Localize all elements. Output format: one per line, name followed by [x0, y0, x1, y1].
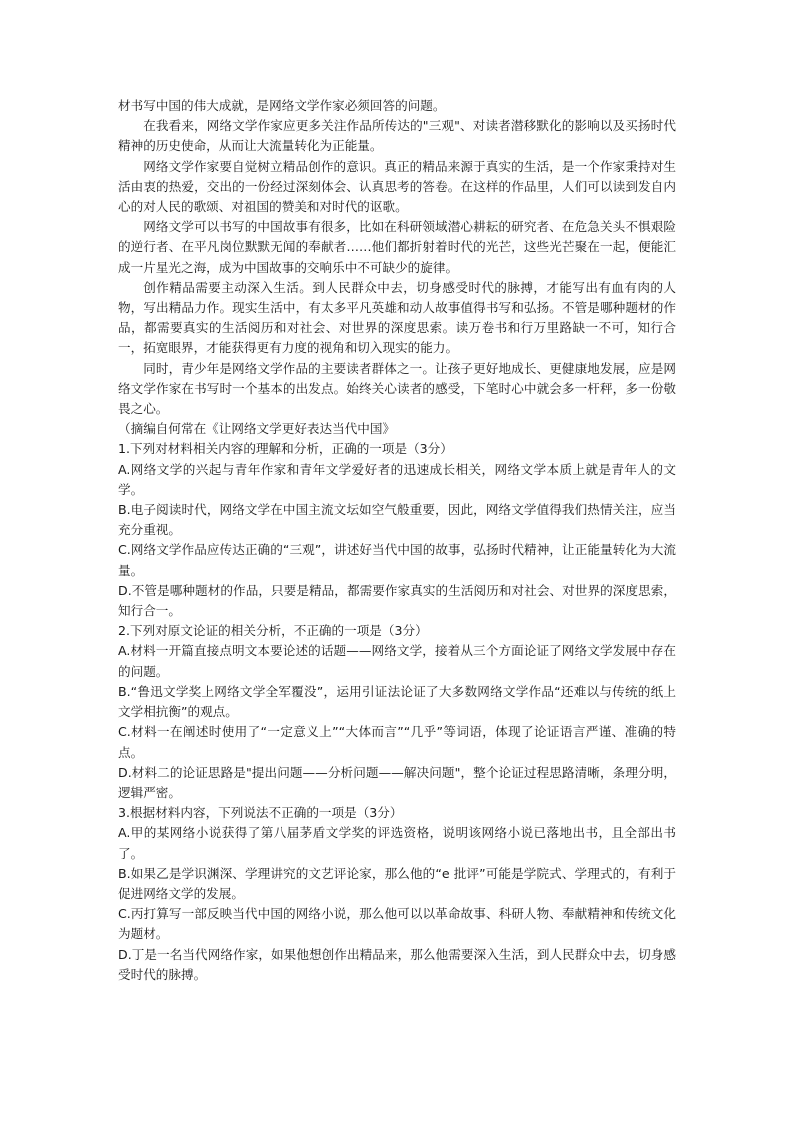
passage-paragraph: 材书写中国的伟大成就，是网络文学作家必须回答的问题。 — [118, 98, 446, 113]
source-citation: （摘编自何常在《让网络文学更好表达当代中国》 — [118, 421, 396, 437]
question-option: D.材料二的论证思路是"提出问题——分析问题——解决问题"，整个论证过程思路清晰，条理分明，逻辑严密。 — [118, 764, 676, 800]
question-option: D.丁是一名当代网络作家，如果他想创作出精品来，那么他需要深入生活，到人民群众中去，切身感受时代的脉搏。 — [118, 946, 676, 982]
question-option: C.丙打算写一部反映当代中国的网络小说，那么他可以以革命故事、科研人物、奉献精神和传统文化为题材。 — [118, 906, 676, 942]
question-stem: 2.下列对原文论证的相关分析，不正确的一项是（3分） — [118, 623, 428, 639]
question-option: A.甲的某网络小说获得了第八届茅盾文学奖的评选资格，说明该网络小说已落地出书，且全部出书了。 — [118, 825, 676, 861]
question-option: A.材料一开篇直接点明文本要论述的话题——网络文学，接着从三个方面论证了网络文学发展中存在的问题。 — [118, 643, 676, 679]
question-option: B.电子阅读时代，网络文学在中国主流文坛如空气般重要，因此，网络文学值得我们热情关注，应当充分重视。 — [118, 502, 676, 538]
question-option: A.网络文学的兴起与青年作家和青年文学爱好者的迅速成长相关，网络文学本质上就是青年人的文学。 — [118, 461, 676, 497]
document-page — [118, 96, 676, 985]
passage-paragraph: 在我看来，网络文学作家应更多关注作品所传达的"三观"、对读者潜移默化的影响以及买扬时代精神的历史使命，从而让大流量转化为正能量。 — [118, 118, 676, 154]
question-option: B.“鲁迅文学奖上网络文学全军覆没”，运用引证法论证了大多数网络文学作品“还难以与传统的纸上文学相抗衡”的观点。 — [118, 683, 676, 720]
question-stem: 1.下列对材料相关内容的理解和分析，正确的一项是（3分） — [118, 441, 453, 457]
question-option: D.不管是哪种题材的作品，只要是精品，都需要作家真实的生活阅历和对社会、对世界的深度思索，知行合一。 — [118, 582, 676, 619]
passage-paragraph: 创作精品需要主动深入生活。到人民群众中去，切身感受时代的脉搏，才能写出有血有肉的人物，写出精品力作。现实生活中，有太多平凡英雄和动人故事值得书写和弘扬。不管是哪种题材的作品，都需要真实的生活阅历和对社会、对世界的深度思索。读万卷书和行万里路缺一不可，知行合一，拓宽眼界，才能获得更有力度的视角和切入现实的能力。 — [118, 279, 676, 356]
question-option: B.如果乙是学识渊深、学理讲究的文艺评论家，那么他的“e 批评”可能是学院式、学理式的，有利于促进网络文学的发展。 — [118, 865, 676, 901]
question-option: C.网络文学作品应传达正确的“三观”，讲述好当代中国的故事，弘扬时代精神，让正能量转化为大流量。 — [118, 542, 676, 578]
question-stem: 3.根据材料内容，下列说法不正确的一项是（3分） — [118, 805, 403, 821]
question-option: C.材料一在阐述时使用了“一定意义上”“大体而言”“几乎”等词语，体现了论证语言严谨、准确的特点。 — [118, 724, 676, 760]
passage-paragraph: 同时，青少年是网络文学作品的主要读者群体之一。让孩子更好地成长、更健康地发展，应是网络文学作家在书写时一个基本的出发点。始终关心读者的感受，下笔时心中就会多一杆秤，多一份敬畏之心。 — [118, 360, 676, 417]
passage-paragraph: 网络文学作家要自觉树立精品创作的意识。真正的精品来源于真实的生活，是一个作家秉持对生活由衷的热爱，交出的一份经过深刻体会、认真思考的答卷。在这样的作品里，人们可以读到发自内心的对人民的歌颂、对祖国的赞美和对时代的讴歌。 — [118, 158, 676, 215]
passage-paragraph: 网络文学可以书写的中国故事有很多，比如在科研领域潜心耕耘的研究者、在危急关头不惧艰险的逆行者、在平凡岗位默默无闻的奉献者……他们都折射着时代的光芒，这些光芒聚在一起，便能汇成一片星光之海，成为中国故事的交响乐中不可缺少的旋律。 — [118, 219, 676, 275]
